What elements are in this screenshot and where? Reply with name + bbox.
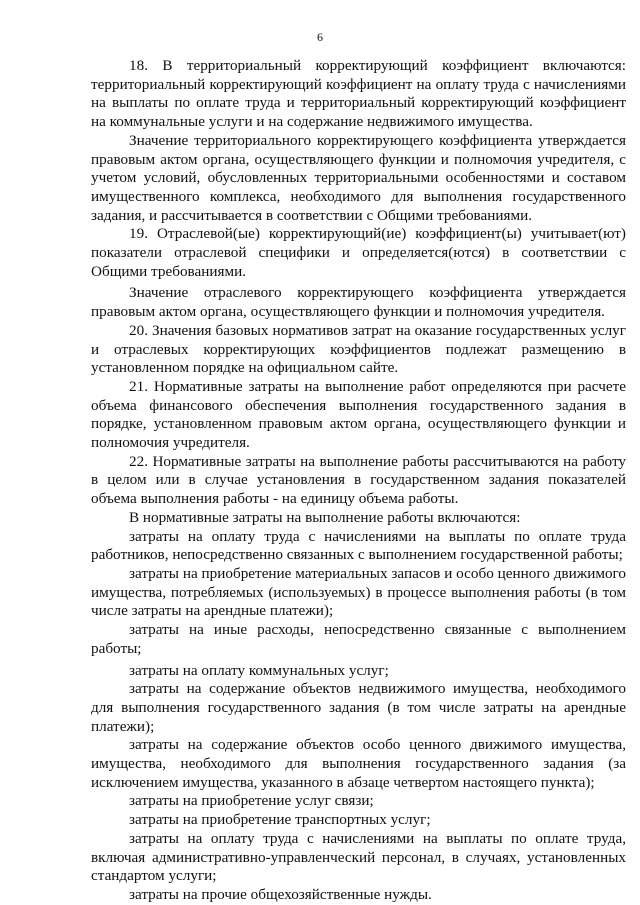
list-item-real-estate-costs: затраты на содержание объектов недвижимого имущества, необходимого для выполнения государственного задания (в том числе затраты на арендные платежи); [91, 680, 626, 735]
paragraph-22: 22. Нормативные затраты на выполнение работы рассчитываются на работу в целом или в случае установления в государственном задания показателей объема выполнения работы - на единицу объема работы. [91, 452, 626, 508]
list-item-utilities-costs: затраты на оплату коммунальных услуг; [129, 661, 389, 679]
list-item-materials-costs: затраты на приобретение материальных запасов и особо ценного движимого имущества, потребляемых (используемых) в процессе выполнения работы (в том числе затраты на арендные платежи); [91, 564, 626, 620]
paragraph-sector-value: Значение отраслевого корректирующего коэффициента утверждается правовым актом органа, осуществляющего функции и полномочия учредителя. [91, 284, 626, 321]
list-item-admin-labor-costs: затраты на оплату труда с начислениями на выплаты по оплате труда, включая административно-управленческий персонал, в случаях, установленных стандартом услуги; [91, 829, 626, 885]
list-item-other-direct-costs: затраты на иные расходы, непосредственно связанные с выполнением работы; [91, 621, 626, 657]
paragraph-21: 21. Нормативные затраты на выполнение работ определяются при расчете объема финансового обеспечения выполнения государственного задания в порядке, установленном правовым актом органа, осуществляющего функции и полномочия учредителя. [91, 377, 626, 452]
list-item-communication-costs: затраты на приобретение услуг связи; [129, 792, 374, 810]
paragraph-19: 19. Отраслевой(ые) корректирующий(ие) коэффициент(ы) учитывает(ют) показатели отраслевой специфики и определяется(ются) в соответствии с Общими требованиями. [91, 225, 626, 280]
paragraph-18: 18. В территориальный корректирующий коэффициент включаются: территориальный корректирующий коэффициент на оплату труда с начислениями на выплаты по оплате труда и территориальный корректирующий коэффициент на коммунальные услуги и на содержание недвижимого имущества. [91, 57, 626, 131]
list-item-general-costs: затраты на прочие общехозяйственные нужды. [129, 885, 432, 903]
list-item-labor-costs: затраты на оплату труда с начислениями на выплаты по оплате труда работников, непосредственно связанных с выполнением государственной работы; [91, 527, 626, 564]
list-item-movable-property-costs: затраты на содержание объектов особо ценного движимого имущества, имущества, необходимого для выполнения государственного задания (за исключением имущества, указанного в абзаце четвертом настоящего пункта); [91, 736, 626, 791]
page-number: 6 [317, 30, 323, 44]
paragraph-20: 20. Значения базовых нормативов затрат на оказание государственных услуг и отраслевых корректирующих коэффициентов подлежат размещению в установленном порядке на официальном сайте. [91, 321, 626, 377]
list-item-transport-costs: затраты на приобретение транспортных услуг; [129, 811, 431, 829]
paragraph-costs-intro: В нормативные затраты на выполнение работы включаются: [129, 508, 521, 526]
document-body [91, 57, 626, 905]
paragraph-territorial-value: Значение территориального корректирующего коэффициента утверждается правовым актом органа, осуществляющего функции и полномочия учредителя, с учетом условий, обусловленных территориальными особенностями и составом имущественного комплекса, необходимого для выполнения государственного задания, и рассчитывается в соответствии с Общими требованиями. [91, 131, 626, 224]
